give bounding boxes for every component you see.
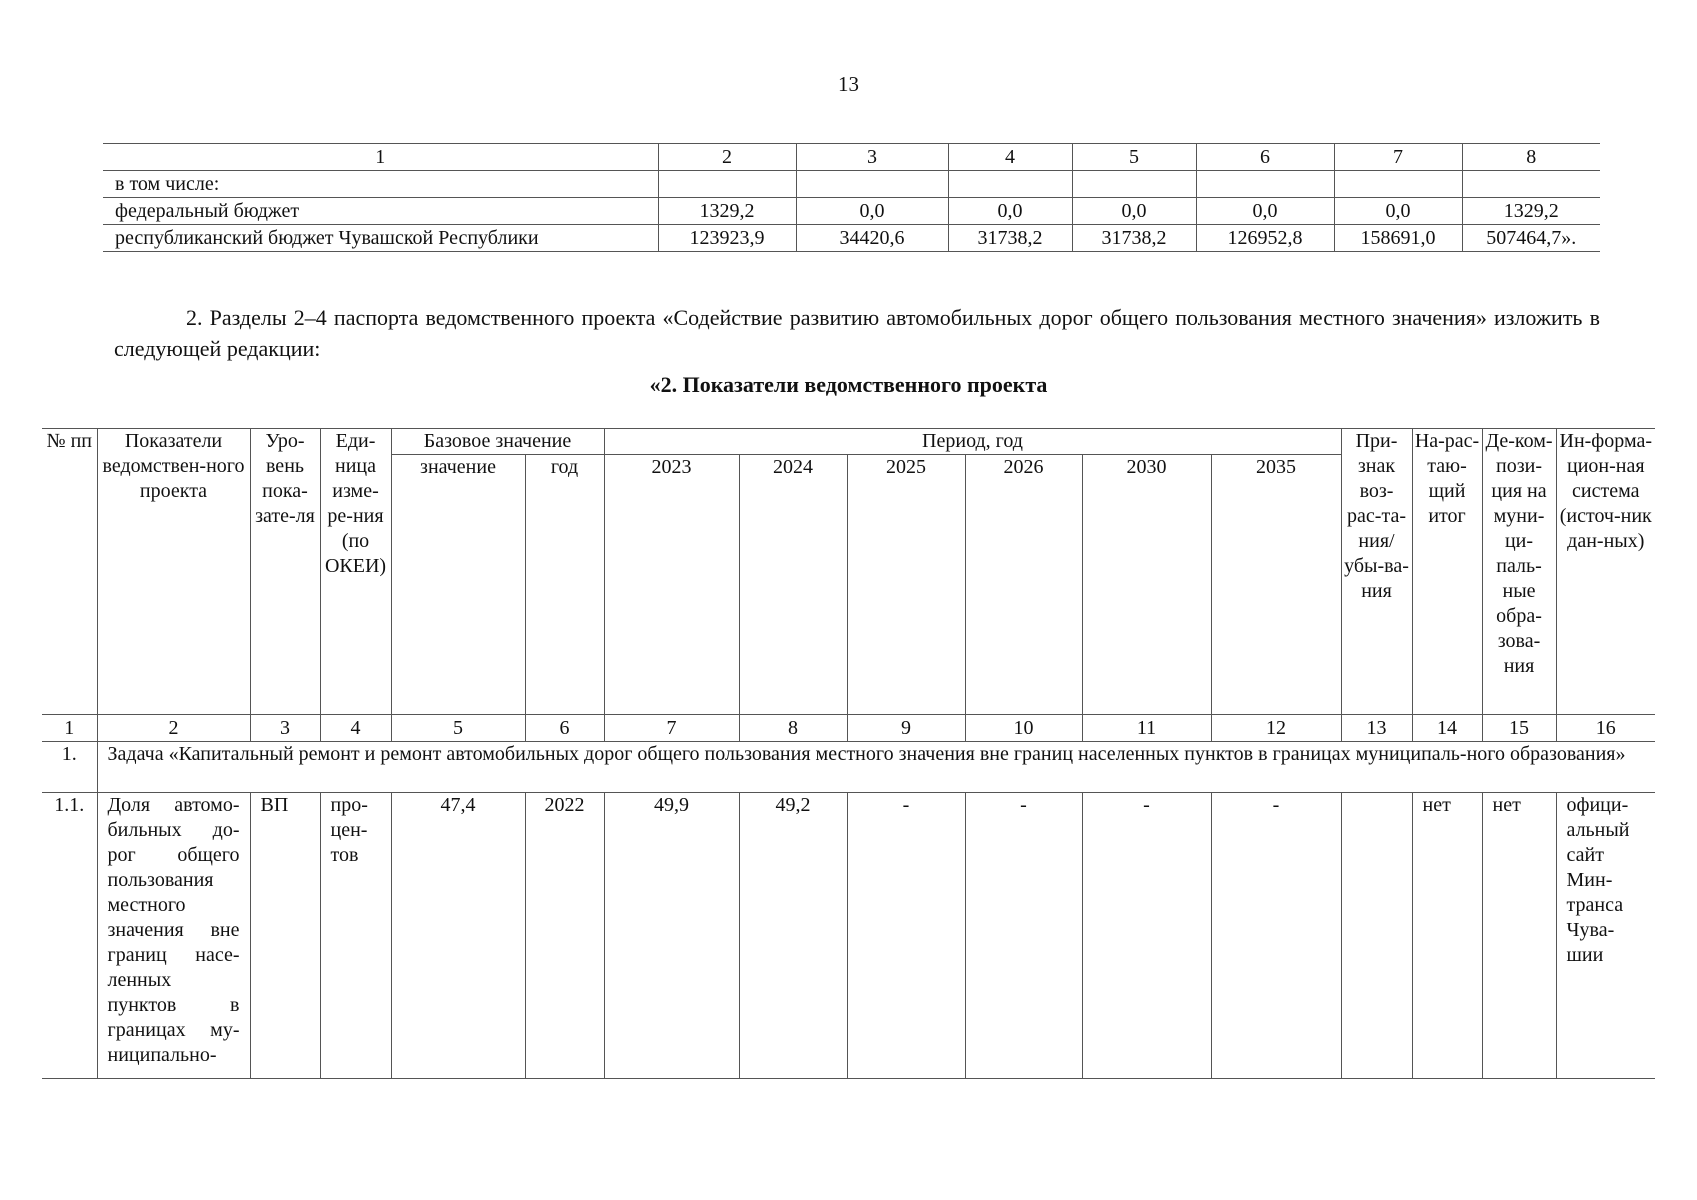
budget-cell: 0,0	[1196, 198, 1334, 225]
budget-row-federal	[103, 198, 1600, 225]
budget-cell: 507464,7».	[1462, 225, 1600, 252]
row-level: ВП	[250, 793, 320, 1079]
budget-row-republican	[103, 225, 1600, 252]
budget-col-8: 8	[1462, 144, 1600, 171]
column-number: 12	[1211, 715, 1341, 742]
budget-cell: 1329,2	[1462, 198, 1600, 225]
row-value-2026: -	[965, 793, 1082, 1079]
budget-col-1: 1	[103, 144, 658, 171]
header-year-2024: 2024	[739, 455, 847, 715]
header-level: Уро-вень пока-зате-ля	[250, 429, 320, 715]
budget-cell: 31738,2	[948, 225, 1072, 252]
amendment-paragraph: 2. Разделы 2–4 паспорта ведомственного проекта «Содействие развитию автомобильных дорог общего пользования местного значения» изложить в следующей редакции:	[114, 305, 1600, 361]
budget-col-2: 2	[658, 144, 796, 171]
header-cumulative: На-рас-таю-щий итог	[1412, 429, 1482, 715]
indicator-row	[42, 793, 1655, 1079]
header-year-2026: 2026	[965, 455, 1082, 715]
header-period-group: Период, год	[604, 429, 1341, 455]
budget-col-4: 4	[948, 144, 1072, 171]
row-sign	[1341, 793, 1412, 1079]
header-year-2023: 2023	[604, 455, 739, 715]
header-decomposition: Де-ком-пози-ция на муни-ци-паль-ные обра-зова-ния	[1482, 429, 1556, 715]
row-info-system: офици-альный сайт Мин-транса Чува-шии	[1556, 793, 1655, 1079]
header-year-2030: 2030	[1082, 455, 1211, 715]
header-base-year: год	[525, 455, 604, 715]
budget-col-7: 7	[1334, 144, 1462, 171]
column-number: 14	[1412, 715, 1482, 742]
budget-cell: 1329,2	[658, 198, 796, 225]
budget-col-5: 5	[1072, 144, 1196, 171]
budget-cell: 158691,0	[1334, 225, 1462, 252]
row-value-2024: 49,2	[739, 793, 847, 1079]
header-year-2035: 2035	[1211, 455, 1341, 715]
column-number: 6	[525, 715, 604, 742]
row-value-2023: 49,9	[604, 793, 739, 1079]
header-indicators: Показатели ведомствен-ного проекта	[97, 429, 250, 715]
header-year-2025: 2025	[847, 455, 965, 715]
column-number: 16	[1556, 715, 1655, 742]
budget-cell	[1196, 171, 1334, 198]
budget-cell: 123923,9	[658, 225, 796, 252]
budget-cell: 34420,6	[796, 225, 948, 252]
column-number: 15	[1482, 715, 1556, 742]
budget-cell	[1334, 171, 1462, 198]
budget-row-label: федеральный бюджет	[103, 198, 658, 225]
row-value-2030: -	[1082, 793, 1211, 1079]
budget-cell	[948, 171, 1072, 198]
row-base-year: 2022	[525, 793, 604, 1079]
column-number: 13	[1341, 715, 1412, 742]
budget-cell	[1072, 171, 1196, 198]
row-value-2025: -	[847, 793, 965, 1079]
header-info-system: Ин-форма-цион-ная система (источ-ник дан-ных)	[1556, 429, 1655, 715]
budget-table	[103, 143, 1600, 252]
budget-cell: 0,0	[1334, 198, 1462, 225]
header-base-value-group: Базовое значение	[391, 429, 604, 455]
row-unit: про-цен-тов	[320, 793, 391, 1079]
page-number: 13	[838, 72, 859, 96]
column-number: 2	[97, 715, 250, 742]
budget-cell	[1462, 171, 1600, 198]
budget-header-row	[103, 144, 1600, 171]
budget-cell: 126952,8	[1196, 225, 1334, 252]
row-cumulative: нет	[1412, 793, 1482, 1079]
column-number: 3	[250, 715, 320, 742]
column-number: 4	[320, 715, 391, 742]
header-num: № пп	[42, 429, 97, 715]
budget-cell	[658, 171, 796, 198]
budget-cell: 0,0	[948, 198, 1072, 225]
budget-row-label: республиканский бюджет Чувашской Республики	[103, 225, 658, 252]
row-base-value: 47,4	[391, 793, 525, 1079]
column-numbers-row	[42, 715, 1655, 742]
budget-cell	[796, 171, 948, 198]
column-number: 7	[604, 715, 739, 742]
column-number: 9	[847, 715, 965, 742]
task-row	[42, 742, 1655, 793]
column-number: 5	[391, 715, 525, 742]
budget-row-label: в том числе:	[115, 173, 220, 195]
section-title: «2. Показатели ведомственного проекта	[649, 372, 1048, 397]
row-indicator: Доля автомо-бильных до-рог общего пользования местного значения вне границ насе-ленных пунктов в границах му-ниципально-	[97, 793, 250, 1079]
task-num: 1.	[42, 742, 97, 793]
header-unit: Еди-ница изме-ре-ния (по ОКЕИ)	[320, 429, 391, 715]
budget-cell: 0,0	[796, 198, 948, 225]
indicators-table	[42, 428, 1655, 1079]
column-number: 11	[1082, 715, 1211, 742]
budget-col-3: 3	[796, 144, 948, 171]
column-number: 8	[739, 715, 847, 742]
row-decomposition: нет	[1482, 793, 1556, 1079]
header-row-1	[42, 429, 1655, 455]
row-num: 1.1.	[42, 793, 97, 1079]
budget-col-6: 6	[1196, 144, 1334, 171]
budget-row-including	[103, 171, 1600, 198]
budget-cell: 0,0	[1072, 198, 1196, 225]
task-text: Задача «Капитальный ремонт и ремонт автомобильных дорог общего пользования местного значения вне границ населенных пунктов в границах муниципаль-ного образования»	[97, 742, 1655, 793]
column-number: 10	[965, 715, 1082, 742]
header-base-value: значение	[391, 455, 525, 715]
row-value-2035: -	[1211, 793, 1341, 1079]
header-sign: При-знак воз-рас-та-ния/ убы-ва-ния	[1341, 429, 1412, 715]
budget-cell: 31738,2	[1072, 225, 1196, 252]
column-number: 1	[42, 715, 97, 742]
